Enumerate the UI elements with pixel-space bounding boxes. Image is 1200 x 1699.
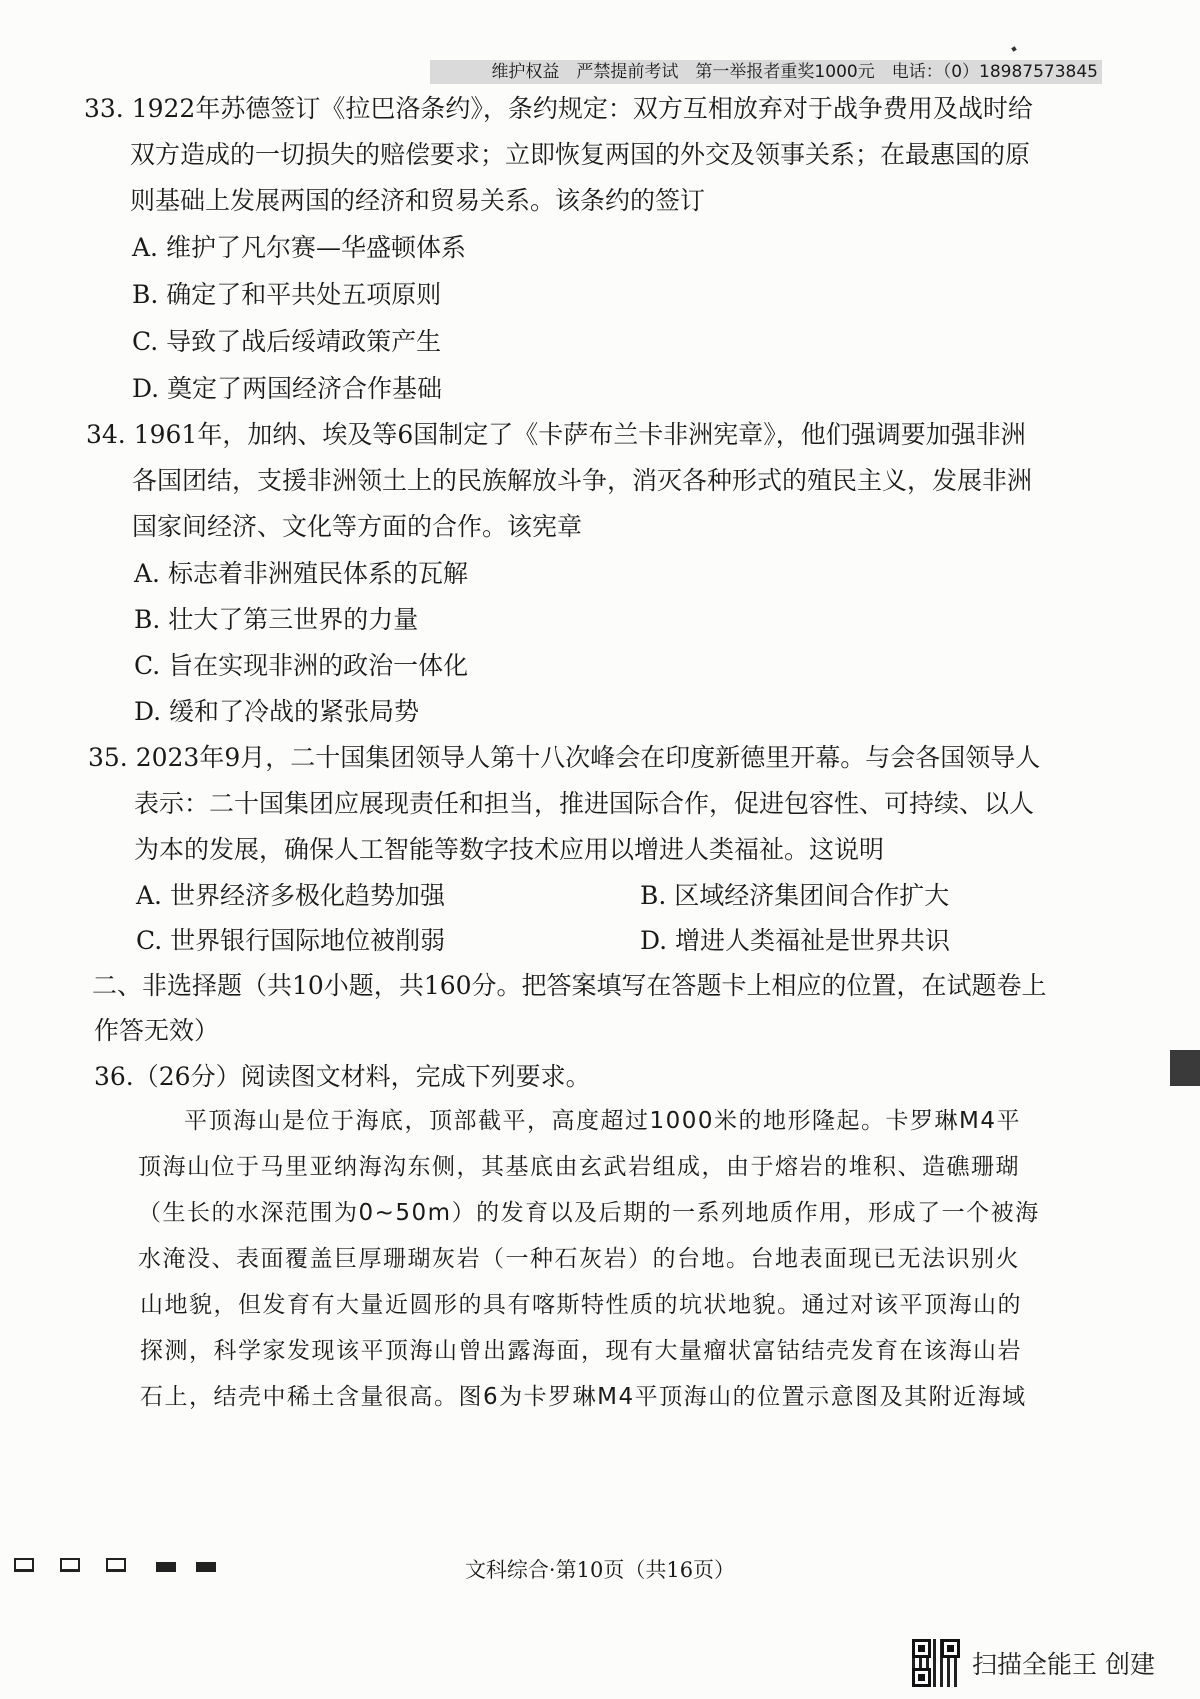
q36-passage-line-3: （生长的水深范围为0~50m）的发育以及后期的一系列地质作用，形成了一个被海 xyxy=(138,1200,1040,1226)
q34-line-3: 国家间经济、文化等方面的合作。该宪章 xyxy=(132,512,583,541)
qr-code-icon xyxy=(912,1639,960,1687)
q33-option-d: D. 奠定了两国经济合作基础 xyxy=(132,374,443,403)
page-footer: 文科综合·第10页（共16页） xyxy=(464,1558,736,1582)
q35-option-c: C. 世界银行国际地位被削弱 xyxy=(136,926,446,955)
q34-option-a: A. 标志着非洲殖民体系的瓦解 xyxy=(134,559,468,588)
q35-option-a: A. 世界经济多极化趋势加强 xyxy=(136,881,445,910)
q33-option-a: A. 维护了凡尔赛—华盛顿体系 xyxy=(132,233,466,262)
q35-line-2: 表示：二十国集团应展现责任和担当，推进国际合作，促进包容性、可持续、以人 xyxy=(134,789,1035,818)
q36-passage-line-4: 水淹没、表面覆盖巨厚珊瑚灰岩（一种石灰岩）的台地。台地表面现已无法识别火 xyxy=(138,1246,1020,1272)
q34-line-2: 各国团结，支援非洲领土上的民族解放斗争，消灭各种形式的殖民主义，发展非洲 xyxy=(132,466,1033,495)
q36-passage-line-2: 顶海山位于马里亚纳海沟东侧，其基底由玄武岩组成，由于熔岩的堆积、造礁珊瑚 xyxy=(138,1154,1020,1180)
scan-speck xyxy=(1011,46,1016,51)
scanner-watermark xyxy=(912,1640,1155,1686)
q35-line-3: 为本的发展，确保人工智能等数字技术应用以增进人类福祉。这说明 xyxy=(134,835,885,864)
q33-line-2: 双方造成的一切损失的赔偿要求；立即恢复两国的外交及领事关系；在最惠国的原 xyxy=(130,140,1031,169)
q34-option-d: D. 缓和了冷战的紧张局势 xyxy=(134,697,420,726)
q36-passage-line-5: 山地貌，但发育有大量近圆形的具有喀斯特性质的坑状地貌。通过对该平顶海山的 xyxy=(140,1292,1022,1318)
side-index-tab xyxy=(1170,1050,1200,1086)
q34-line-1: 34. 1961年，加纳、埃及等6国制定了《卡萨布兰卡非洲宪章》，他们强调要加强非洲 xyxy=(86,420,1026,449)
q33-line-3: 则基础上发展两国的经济和贸易关系。该条约的签订 xyxy=(130,186,706,215)
q36-passage-line-7: 石上，结壳中稀土含量很高。图6为卡罗琳M4平顶海山的位置示意图及其附近海域 xyxy=(140,1384,1027,1410)
section2-heading-line-1: 二、非选择题（共10小题，共160分。把答案填写在答题卡上相应的位置，在试题卷上 xyxy=(92,971,1047,1000)
q33-option-b: B. 确定了和平共处五项原则 xyxy=(132,280,442,309)
q36-passage-line-6: 探测，科学家发现该平顶海山曾出露海面，现有大量瘤状富钴结壳发育在该海山岩 xyxy=(140,1338,1022,1364)
q34-option-b: B. 壮大了第三世界的力量 xyxy=(134,605,419,634)
q34-option-c: C. 旨在实现非洲的政治一体化 xyxy=(134,651,469,680)
q35-option-d: D. 增进人类福祉是世界共识 xyxy=(640,926,951,955)
q36-title: 36.（26分）阅读图文材料，完成下列要求。 xyxy=(94,1062,591,1091)
header-notice: 维护权益 严禁提前考试 第一举报者重奖1000元 电话：（0）18987573845 xyxy=(430,60,1102,84)
scanner-label: 扫描全能王 创建 xyxy=(972,1650,1155,1679)
q36-passage-line-1: 平顶海山是位于海底，顶部截平，高度超过1000米的地形隆起。卡罗琳M4平 xyxy=(184,1108,1022,1134)
q35-option-b: B. 区域经济集团间合作扩大 xyxy=(640,881,950,910)
q35-line-1: 35. 2023年9月，二十国集团领导人第十八次峰会在印度新德里开幕。与会各国领导人 xyxy=(88,743,1041,772)
q33-line-1: 33. 1922年苏德签订《拉巴洛条约》，条约规定：双方互相放弃对于战争费用及战时给 xyxy=(84,94,1033,123)
section2-heading-line-2: 作答无效） xyxy=(94,1016,220,1045)
q33-option-c: C. 导致了战后绥靖政策产生 xyxy=(132,327,442,356)
